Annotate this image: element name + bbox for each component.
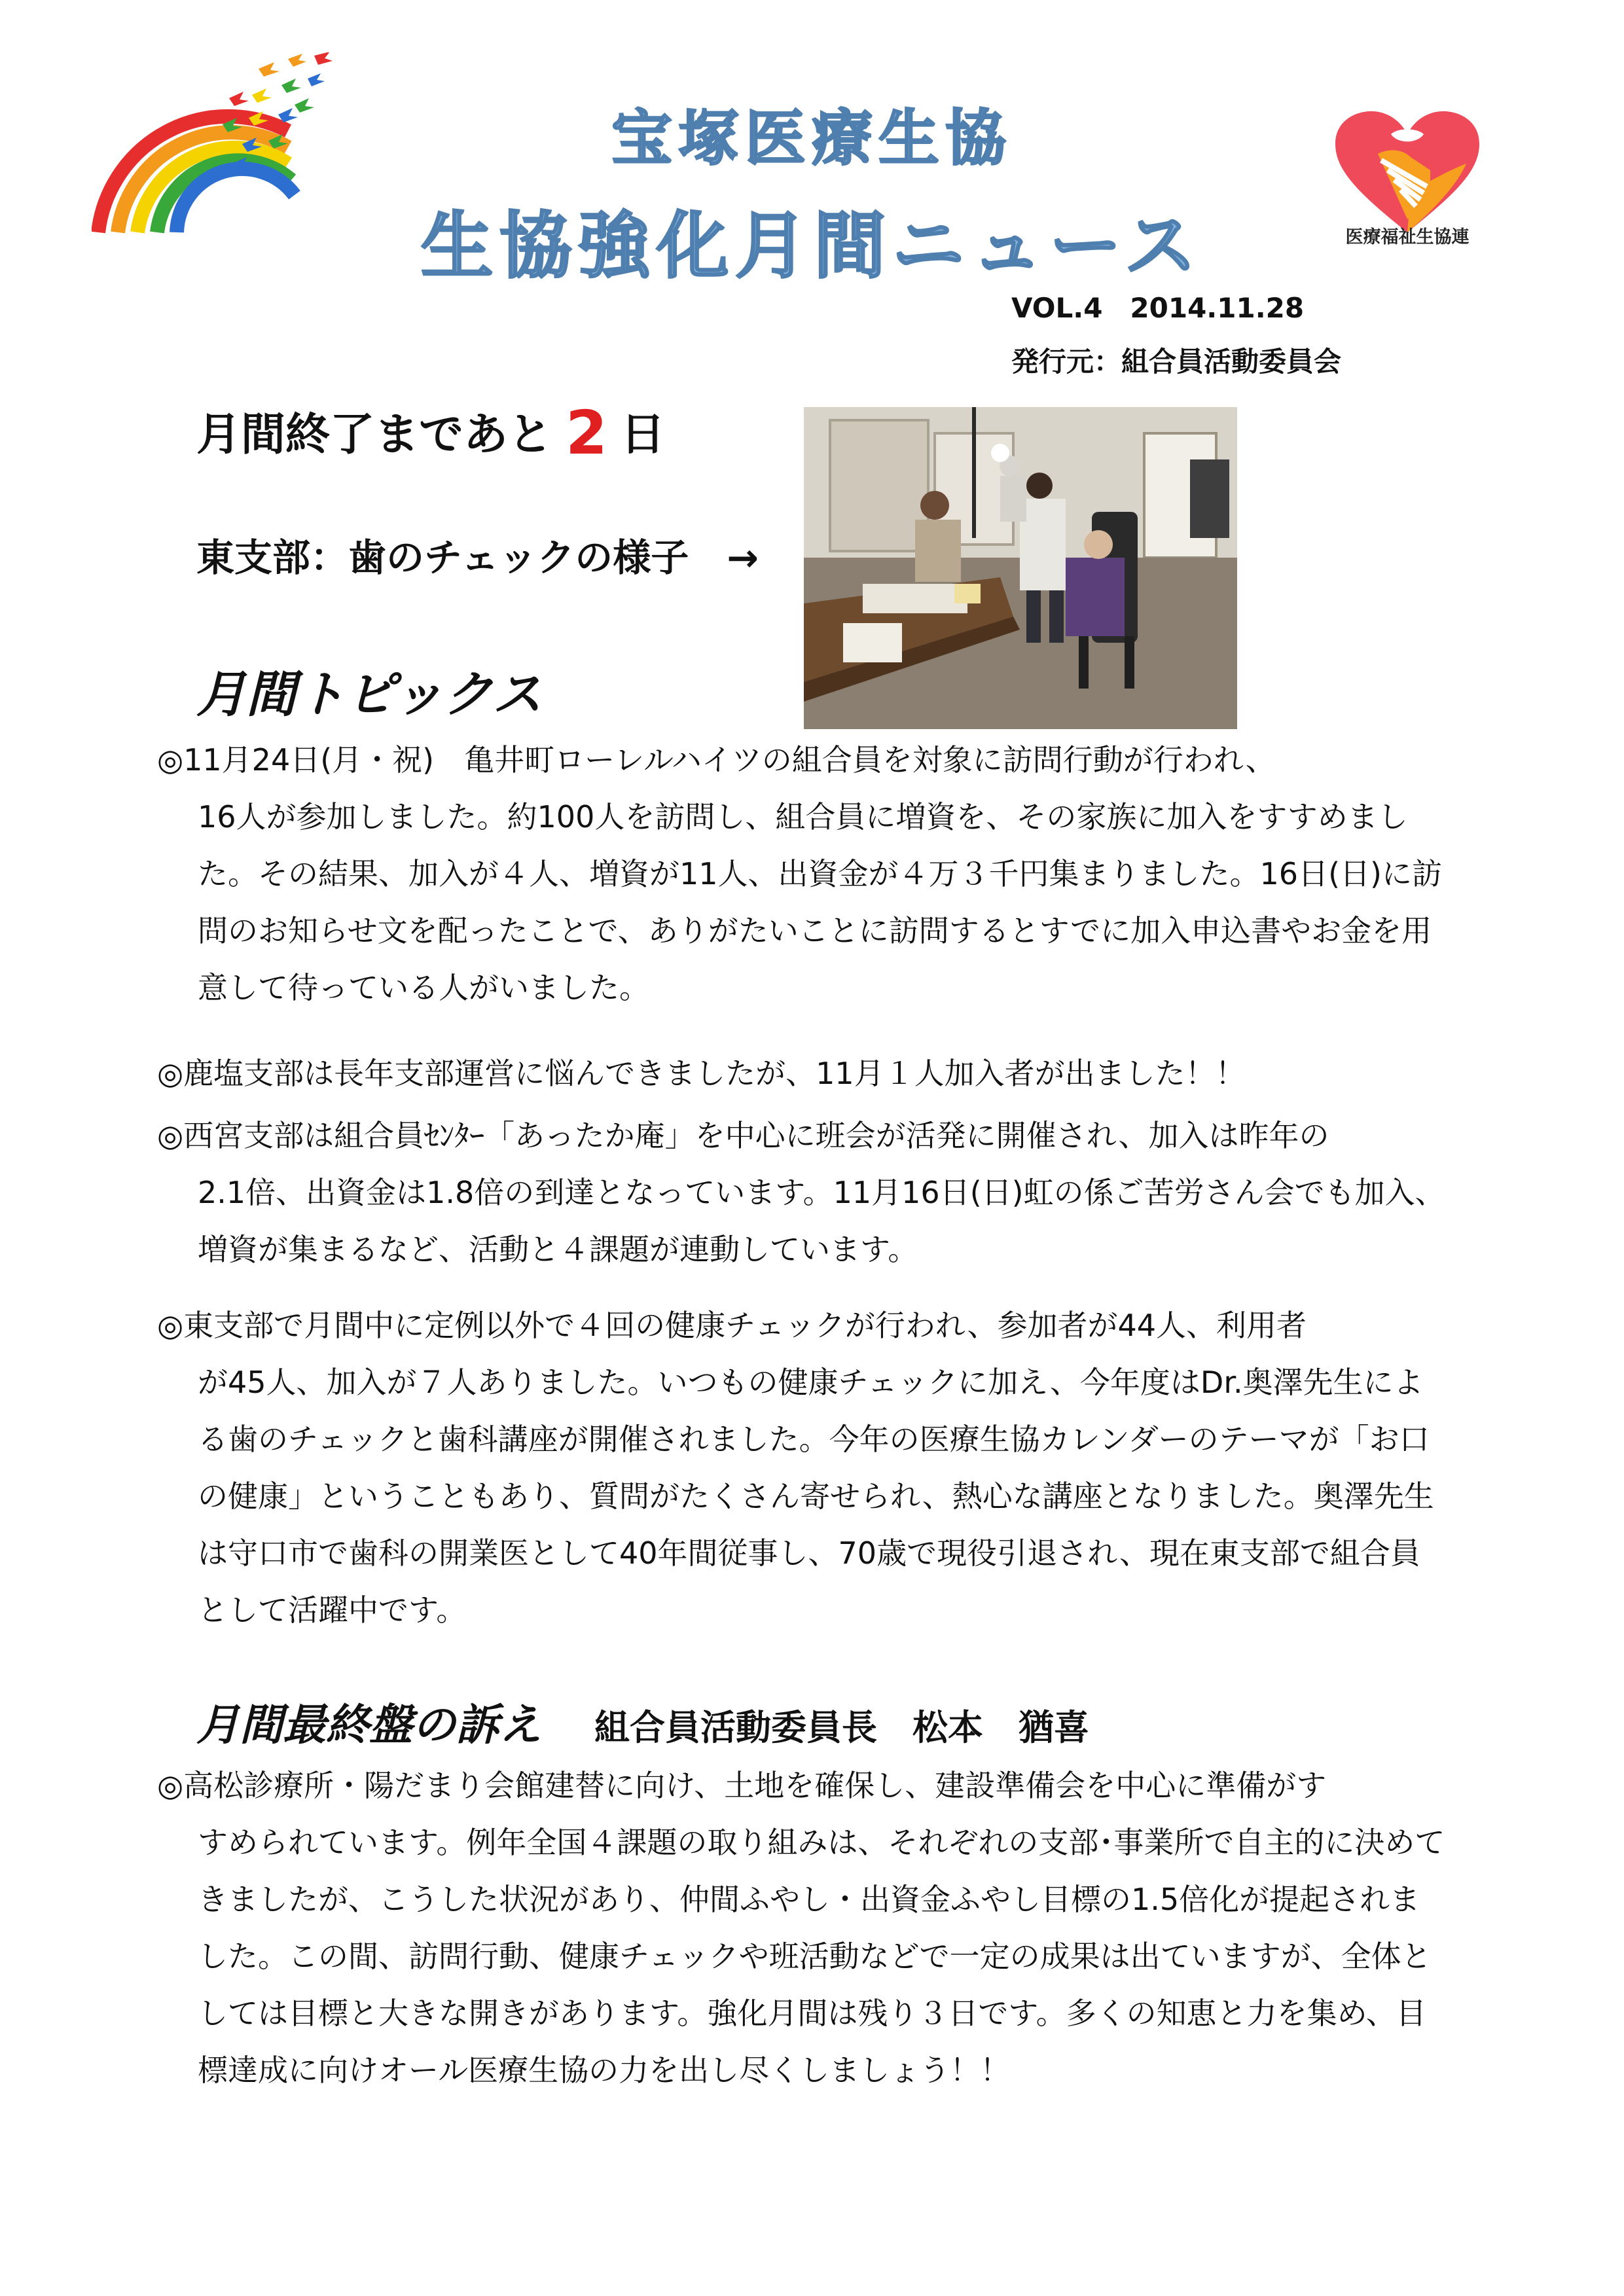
- countdown-days: 2: [566, 398, 608, 468]
- issue-info: [1011, 281, 1341, 389]
- topic-first-line: ◎東支部で月間中に定例以外で４回の健康チェックが行われ、参加者が44人、利用者: [157, 1308, 1307, 1343]
- newsletter-title: 生協強化月間ニュース: [421, 204, 1203, 288]
- photo-caption: 東支部：歯のチェックの様子 →: [196, 535, 759, 580]
- newsletter-org-title: 宝塚医療生協: [611, 103, 1013, 173]
- topic-body: 16人が参加しました。約100人を訪問し、組合員に増資を、その家族に加入をすすめました。その結果、加入が４人、増資が11人、出資金が４万３千円集まりました。16日(日)に訪問のお知らせ文を配ったことで、ありがたいことに訪問するとすでに加入申込書やお金を用意して待っている人がいました。: [198, 799, 1442, 1005]
- topic-item: [157, 1297, 1450, 1639]
- topic-item: [157, 1107, 1450, 1278]
- appeal-text: [157, 1757, 1450, 2099]
- appeal-author: 組合員活動委員長 松本 猶喜: [594, 1707, 1089, 1748]
- publisher: 発行元：組合員活動委員会: [1011, 346, 1342, 378]
- topic-item: [157, 732, 1450, 1016]
- topic-first-line: ◎鹿塩支部は長年支部運営に悩んできましたが、11月１人加入者が出ました！！: [157, 1056, 1246, 1091]
- topic-first-line: ◎11月24日(月・祝) 亀井町ローレルハイツの組合員を対象に訪問行動が行われ、: [157, 742, 1276, 778]
- topic-first-line: ◎西宮支部は組合員ｾﾝﾀｰ「あったか庵」を中心に班会が活発に開催され、加入は昨年の: [157, 1118, 1329, 1153]
- countdown-prefix: 月間終了まであと: [196, 409, 553, 461]
- topic-body: が45人、加入が７人ありました。いつもの健康チェックに加え、今年度はDr.奥澤先生による歯のチェックと歯科講座が開催されました。今年の医療生協カレンダーのテーマが「お口の健康」ということもあり、質問がたくさん寄せられ、熱心な講座となりました。奥澤先生は守口市で歯科の開業医として40年間従事し、70歳で現役引退され、現在東支部で組合員として活躍中です。: [198, 1365, 1434, 1628]
- appeal-first-line: ◎高松診療所・陽だまり会館建替に向け、土地を確保し、建設準備会を中心に準備がす: [157, 1768, 1327, 1803]
- appeal-title: 月間最終盤の訴え: [196, 1700, 542, 1750]
- issue-volume-date: VOL.4 2014.11.28: [1011, 292, 1305, 324]
- countdown-suffix: 日: [621, 409, 666, 461]
- coop-logo-label: 医療福祉生協連: [1345, 227, 1470, 247]
- dental-check-photo: [804, 407, 1237, 729]
- appeal-body: すめられています。例年全国４課題の取り組みは、それぞれの支部･事業所で自主的に決めてきましたが、こうした状況があり、仲間ふやし・出資金ふやし目標の1.5倍化が提起されました。この間、訪問行動、健康チェックや班活動などで一定の成果は出ていますが、全体としては目標と大きな開きがあります。強化月間は残り３日です。多くの知恵と力を集め、目標達成に向けオール医療生協の力を出し尽くしましょう！！: [198, 1825, 1445, 2088]
- topic-body: 2.1倍、出資金は1.8倍の到達となっています。11月16日(日)虹の係ご苦労さん会でも加入、増資が集まるなど、活動と４課題が連動しています。: [198, 1175, 1445, 1267]
- topic-item: [157, 1045, 1450, 1102]
- topics-heading: 月間トピックス: [196, 665, 543, 723]
- countdown-heading: [196, 398, 665, 468]
- heart-hands-logo: [1332, 108, 1483, 239]
- appeal-heading: [196, 1690, 1089, 1752]
